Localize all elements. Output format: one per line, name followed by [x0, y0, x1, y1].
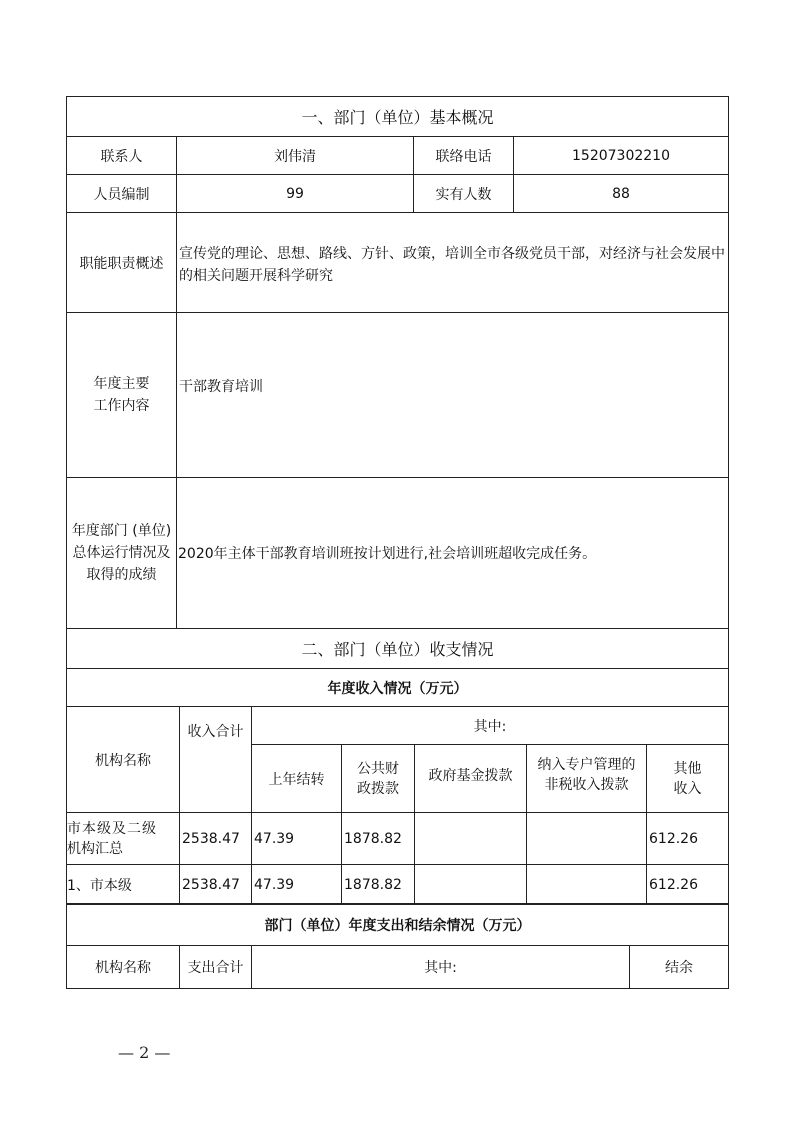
- row-prev: 47.39: [252, 865, 342, 905]
- row-nontax: [527, 865, 647, 905]
- col-nontax-line2: 非税收入拨款: [544, 777, 629, 793]
- basic-info-table: [66, 96, 729, 629]
- row-total: 2538.47: [180, 813, 252, 865]
- col-prev: 上年结转: [252, 745, 342, 813]
- work-label-line2: 工作内容: [93, 398, 150, 414]
- row-public: 1878.82: [342, 813, 415, 865]
- col-public-line1: 公共财: [357, 760, 399, 777]
- expense-table: [66, 903, 729, 989]
- col-fund: 政府基金拨款: [415, 745, 527, 813]
- col-other-line1: 其他: [673, 760, 702, 777]
- row-org: 1、市本级: [67, 865, 180, 905]
- staff-value: 99: [177, 175, 414, 213]
- contact-value: 刘伟清: [177, 137, 414, 175]
- phone-value: 15207302210: [514, 137, 729, 175]
- row-public: 1878.82: [342, 865, 415, 905]
- section1-title: 一、部门（单位）基本概况: [67, 97, 729, 137]
- col-other-line2: 收入: [673, 780, 702, 797]
- row-total: 2538.47: [180, 865, 252, 905]
- row-other: 612.26: [647, 813, 729, 865]
- table-row: [67, 865, 729, 905]
- row-org-line1: 市本级及二级: [67, 820, 157, 837]
- exp-among: 其中:: [252, 946, 630, 989]
- result-label-line2: 总体运行情况及: [72, 545, 171, 561]
- row-fund: [415, 813, 527, 865]
- work-label-line1: 年度主要: [93, 376, 150, 392]
- row-org-line2: 机构汇总: [67, 840, 123, 857]
- page-number: — 2 —: [118, 1043, 171, 1062]
- result-label-line1: 年度部门 (单位): [71, 523, 172, 539]
- row-nontax: [527, 813, 647, 865]
- expense-title: 部门（单位）年度支出和结余情况（万元）: [67, 904, 729, 946]
- exp-total: 支出合计: [180, 946, 252, 989]
- col-nontax: [527, 745, 647, 813]
- col-total: 收入合计: [180, 707, 252, 813]
- contact-label: 联系人: [67, 137, 177, 175]
- actual-value: 88: [514, 175, 729, 213]
- duty-label: 职能职责概述: [67, 213, 177, 313]
- work-value: 干部教育培训: [177, 313, 729, 478]
- row-org: [67, 813, 180, 865]
- col-public: [342, 745, 415, 813]
- col-other: [647, 745, 729, 813]
- result-label-line3: 取得的成绩: [86, 567, 157, 583]
- result-value: 2020年主体干部教育培训班按计划进行,社会培训班超收完成任务。: [177, 478, 729, 629]
- table-row: [67, 813, 729, 865]
- row-fund: [415, 865, 527, 905]
- section2-title: 二、部门（单位）收支情况: [67, 629, 729, 669]
- exp-balance: 结余: [630, 946, 729, 989]
- result-label: [67, 478, 177, 629]
- col-among: 其中:: [252, 707, 729, 745]
- staff-label: 人员编制: [67, 175, 177, 213]
- row-prev: 47.39: [252, 813, 342, 865]
- exp-org: 机构名称: [67, 946, 180, 989]
- duty-value: 宣传党的理论、思想、路线、方针、政策，培训全市各级党员干部，对经济与社会发展中的相关问题开展科学研究: [177, 213, 729, 313]
- income-title: 年度收入情况（万元）: [67, 669, 729, 707]
- col-nontax-line1: 纳入专户管理的: [537, 757, 636, 773]
- row-other: 612.26: [647, 865, 729, 905]
- phone-label: 联络电话: [414, 137, 514, 175]
- col-public-line2: 政拨款: [357, 780, 399, 797]
- income-table: [66, 628, 729, 905]
- work-label: [67, 313, 177, 478]
- actual-label: 实有人数: [414, 175, 514, 213]
- col-org: 机构名称: [67, 707, 180, 813]
